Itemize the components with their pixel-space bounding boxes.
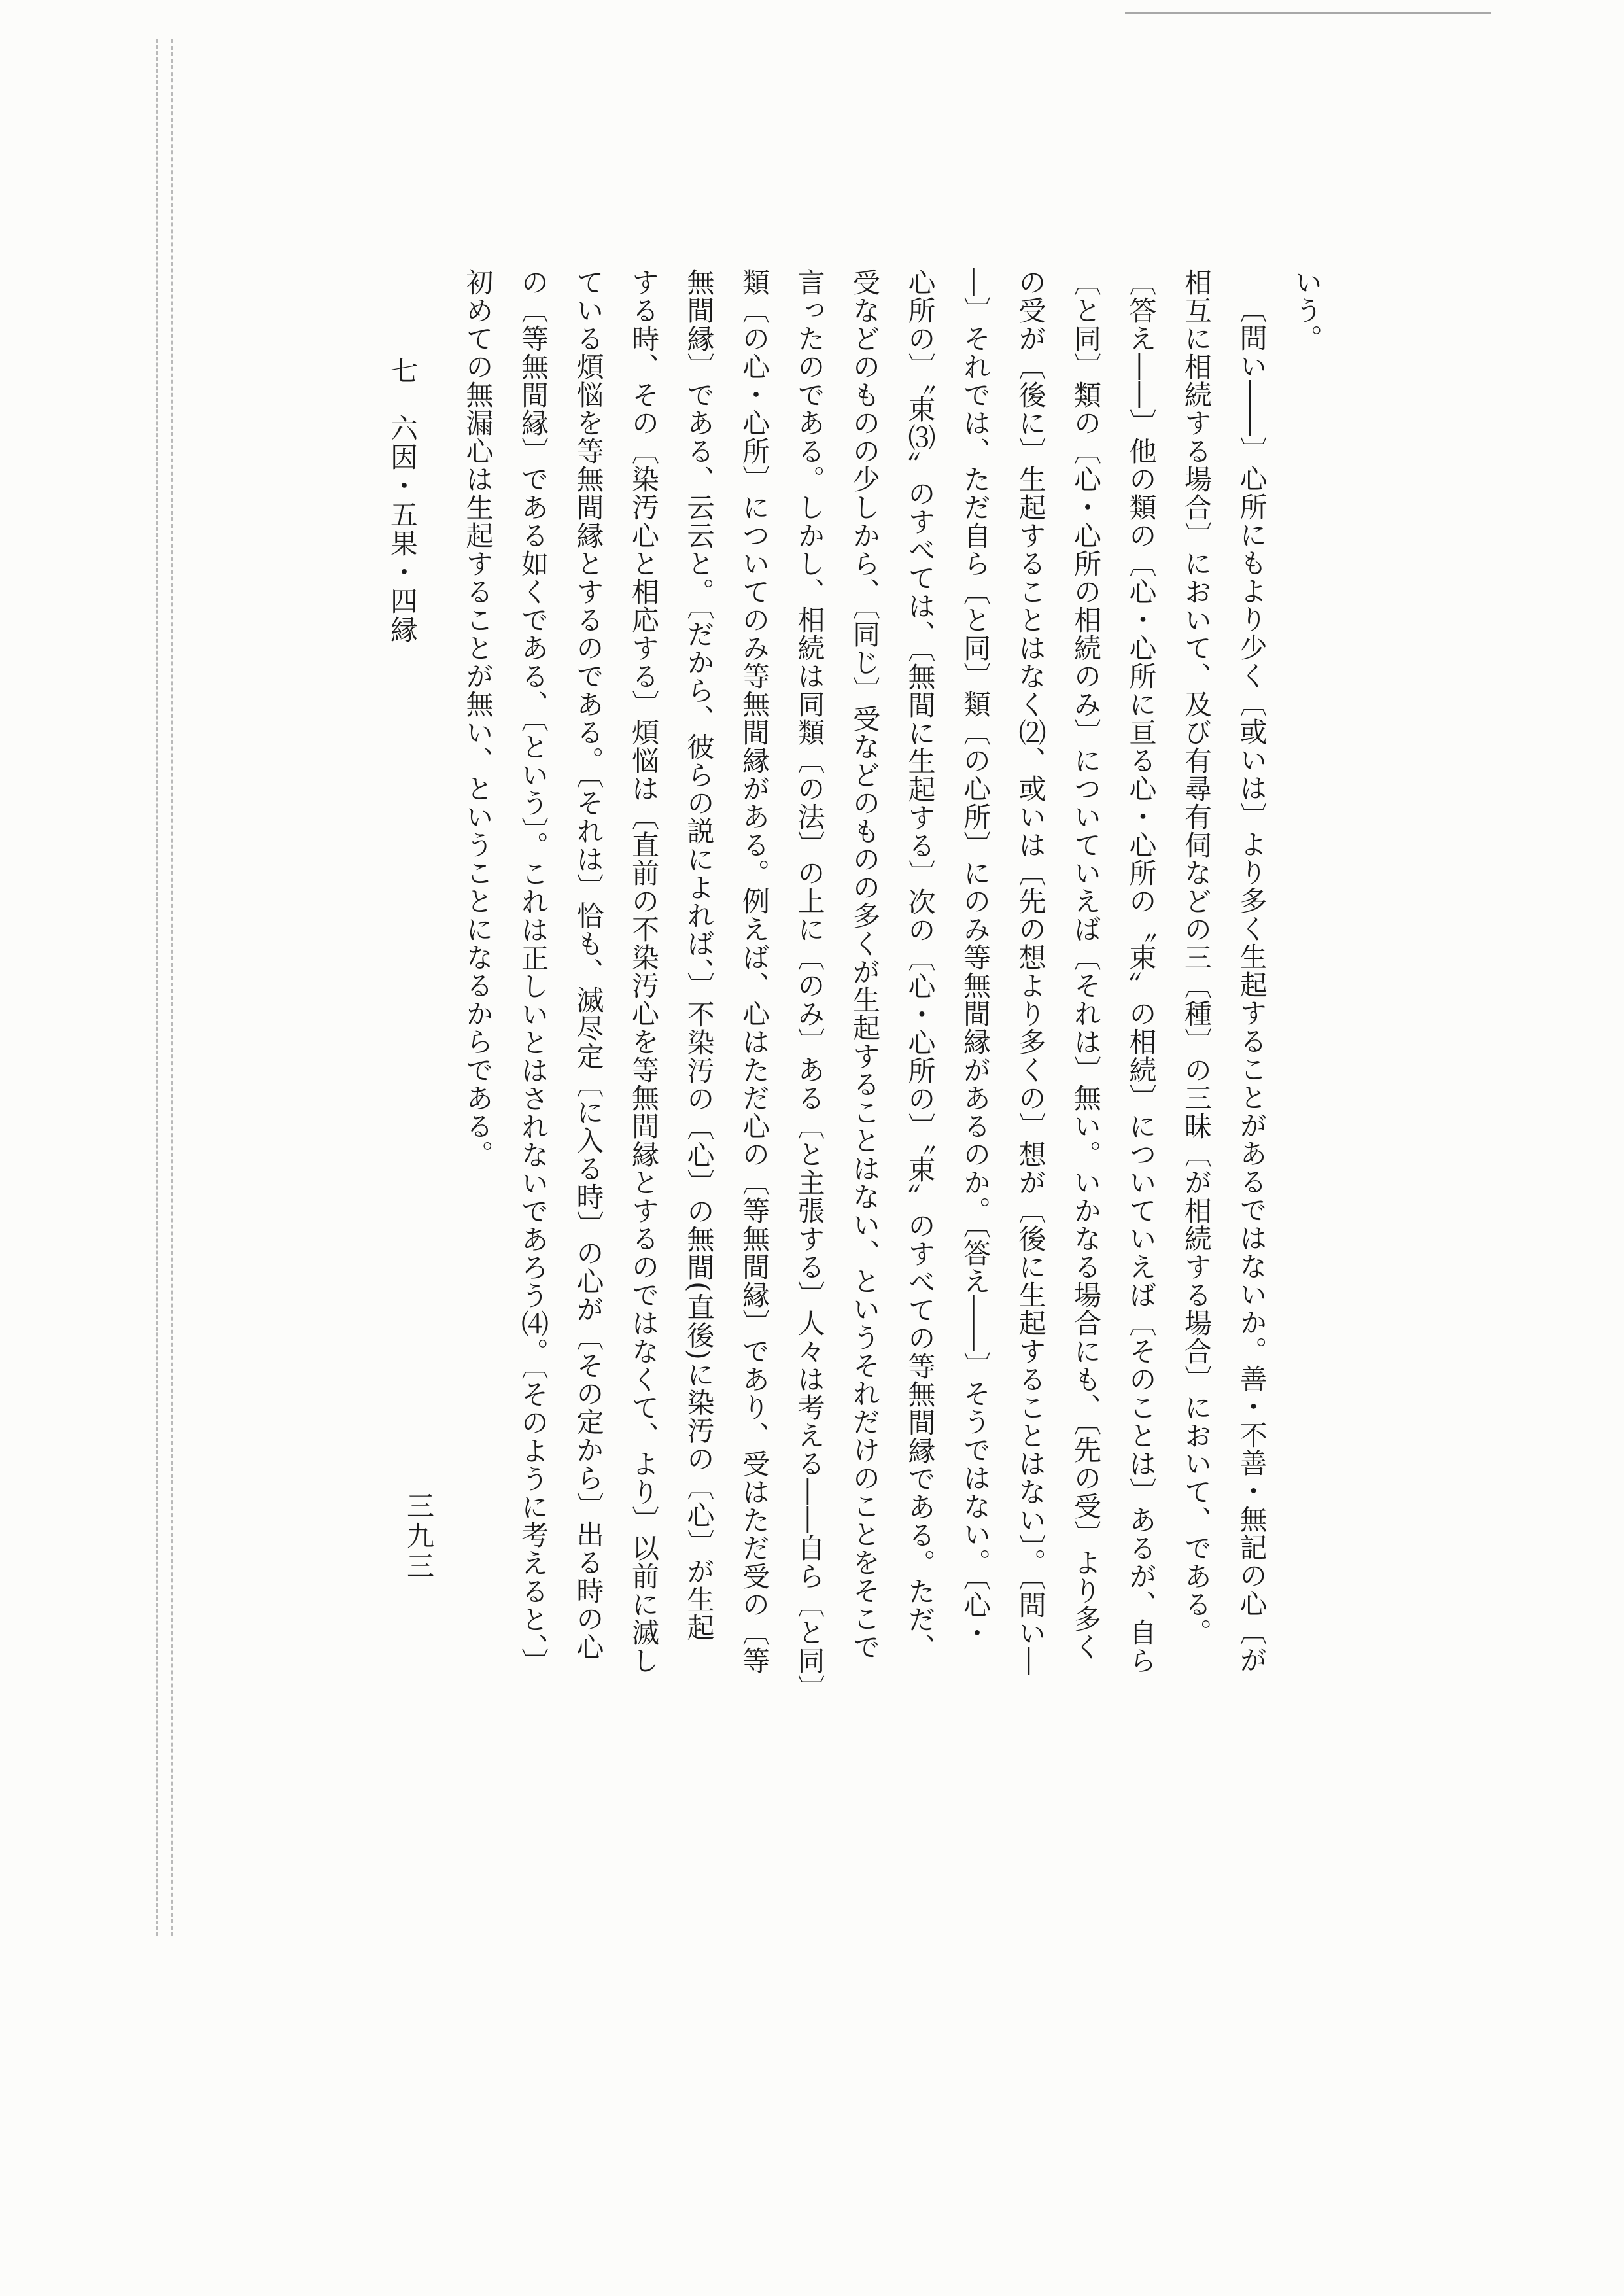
text-line: 言ったのである。しかし、相続は同類〔の法〕の上に〔のみ〕ある〔と主張する〕人々は考える――自ら〔と同〕 (793, 268, 826, 1703)
text-line: 相互に相続する場合〕において、及び有尋有伺などの三〔種〕の三昧〔が相続する場合〕において、である。 (1181, 268, 1213, 1646)
text-line: 〔答え――〕他の類の〔心・心所に亘る心・心所の〝束〟の相続〕についていえば〔そのことは〕あるが、自ら (1125, 268, 1158, 1675)
text-line: ―〕それでは、ただ自ら〔と同〕類〔の心所〕にのみ等無間縁があるのか。〔答え――〕そうではない。〔心・ (959, 268, 992, 1647)
binding-gutter-line (171, 39, 173, 1936)
binding-gutter-line (156, 39, 158, 1936)
text-line: する時、その〔染汚心と相応する〕煩悩は〔直前の不染汚心を等無間縁とするのではなくて、より〕以前に滅し (628, 268, 660, 1675)
text-line: 初めての無漏心は生起することが無い、ということになるからである。 (462, 268, 494, 1168)
text-line: 無間縁〕である、云云と。〔だから、彼らの説によれば、〕不染汚の〔心〕の無間(直後)に染汚の〔心〕が生起 (683, 268, 716, 1642)
scan-edge-line (1125, 12, 1491, 14)
text-line: の受が〔後に〕生起することはなく⑵、或いは〔先の想より多くの〕想が〔後に生起することはない〕。〔問い― (1014, 268, 1047, 1675)
text-line: 類〔の心・心所〕についてのみ等無間縁がある。例えば、心はただ心の〔等無間縁〕であり、受はただ受の〔等 (738, 268, 770, 1675)
text-line: いう。 (1291, 268, 1323, 353)
text-line: 心所の〕〝束⑶〟のすべては、〔無間に生起する〕次の〔心・心所の〕〝束〟のすべての等無間縁である。ただ、 (904, 268, 937, 1661)
text-line: ている煩悩を等無間縁とするのである。〔それは〕恰も、滅尽定〔に入る時〕の心が〔その定から〕出る時の心 (572, 268, 605, 1661)
text-line: 〔と同〕類の〔心・心所の相続のみ〕についていえば〔それは〕無い。いかなる場合にも、〔先の受〕より多く (1070, 268, 1102, 1661)
running-head: 七 六因・五果・四縁 (387, 357, 419, 644)
text-line: 〔問い――〕心所にもより少く〔或いは〕より多く生起することがあるではないか。善・不善・無記の心〔が (1235, 296, 1268, 1674)
text-line: 受などのものの少しから、〔同じ〕受などのものの多くが生起することはない、というそれだけのことをそこで (849, 268, 881, 1661)
page-number: 三九三 (403, 1491, 435, 1582)
body-text (445, 268, 1334, 1779)
text-line: の〔等無間縁〕である如くである、〔という〕。これは正しいとはされないであろう⑷。〔そのように考えると、〕 (517, 268, 549, 1676)
